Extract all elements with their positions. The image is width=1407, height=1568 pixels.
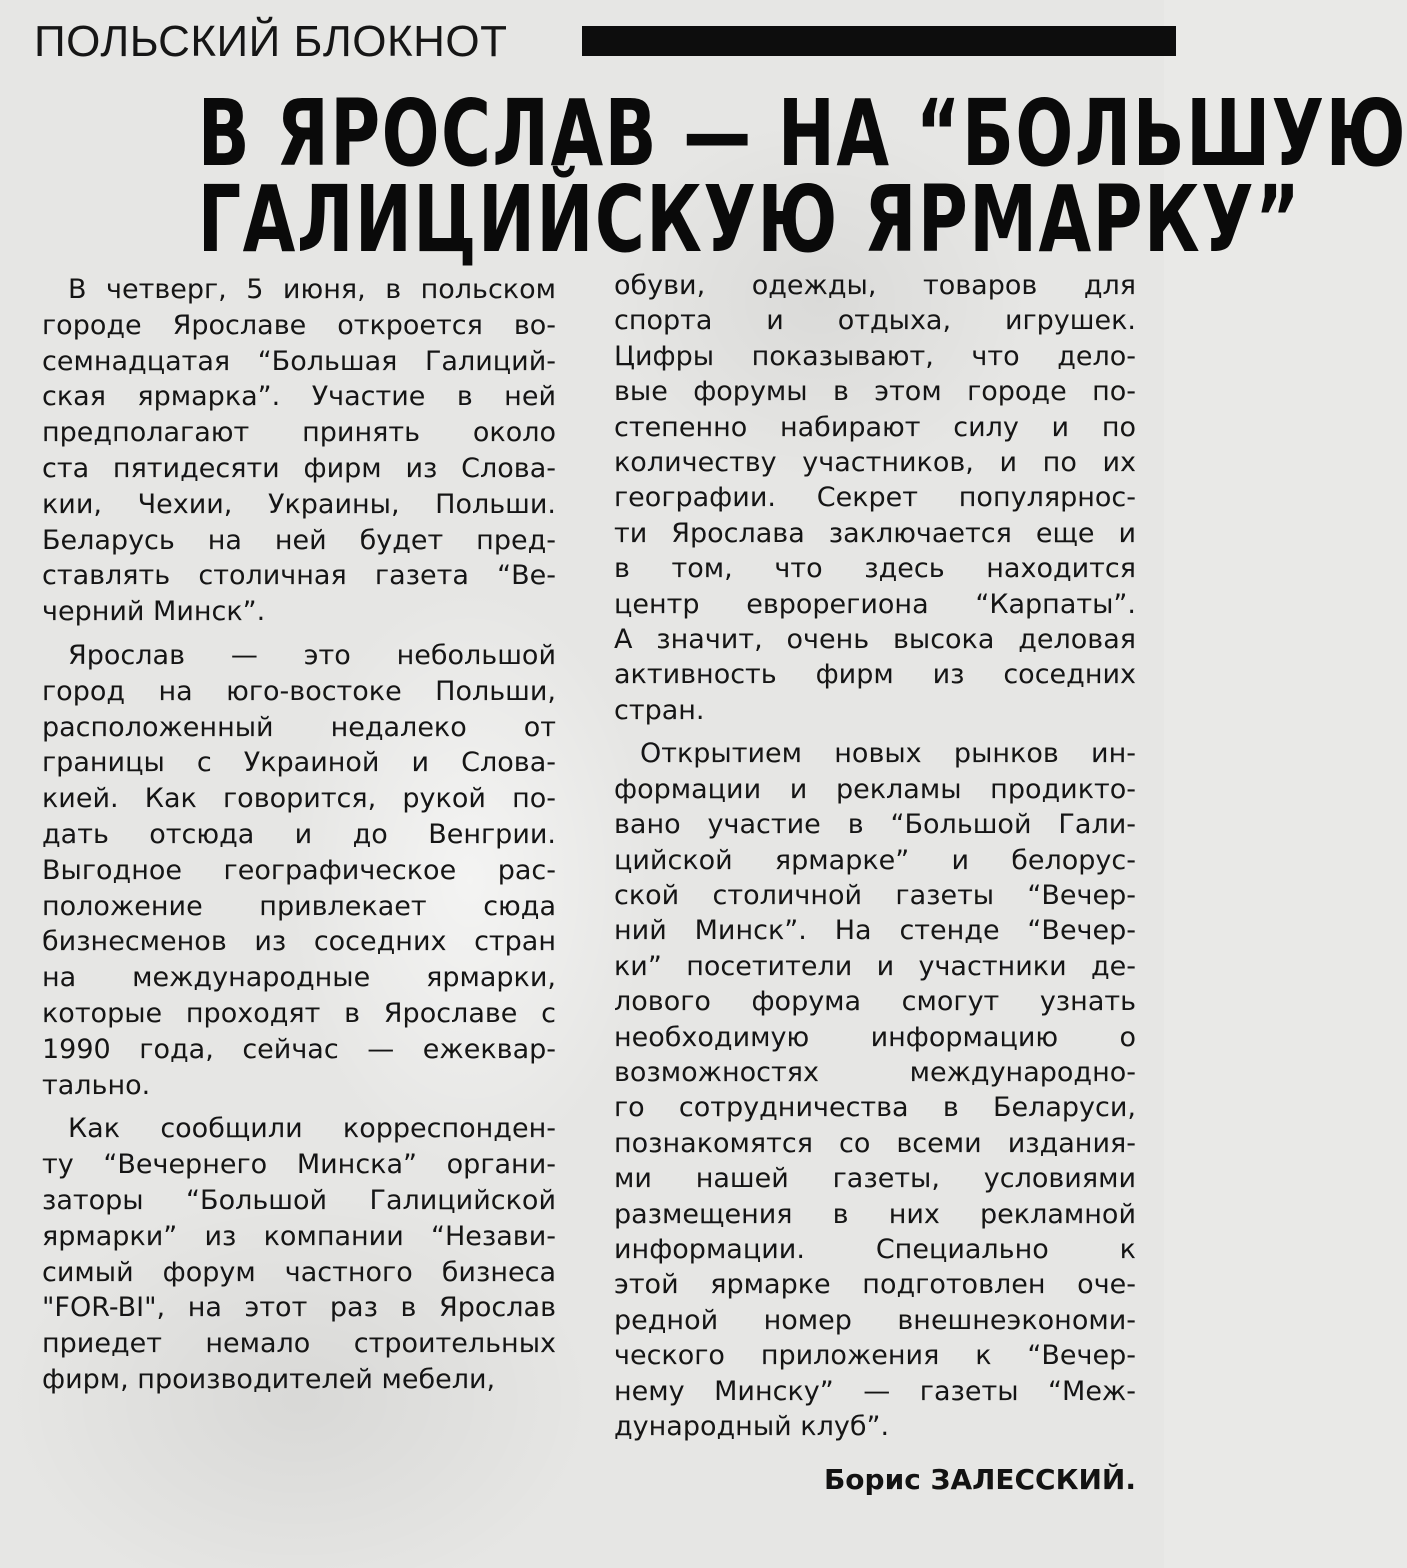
article-line: спорта и отдыха, игрушек.	[614, 305, 1136, 337]
article-line: положение привлекает сюда	[42, 890, 556, 922]
article-line: предполагают принять около	[42, 417, 556, 449]
article-line: черний Минск”.	[42, 596, 266, 628]
article-line: цийской ярмарке” и белорус-	[614, 844, 1136, 876]
article-line: ту “Вечернего Минска” органи-	[42, 1149, 556, 1181]
article-line: тально.	[42, 1069, 151, 1101]
article-line: ми нашей газеты, условиями	[614, 1163, 1136, 1195]
article-line: Цифры показывают, что дело-	[614, 340, 1136, 372]
article-line: заторы “Большой Галицийской	[42, 1184, 556, 1216]
article-line: этой ярмарке подготовлен оче-	[614, 1269, 1136, 1301]
article-line: познакомятся со всеми издания-	[614, 1127, 1136, 1159]
article-line: 1990 года, сейчас — ежеквар-	[42, 1033, 556, 1065]
article-line: дать отсюда и до Венгрии.	[42, 818, 556, 850]
article-line: А значит, очень высока деловая	[614, 624, 1136, 656]
article-line: необходимую информацию о	[614, 1021, 1136, 1053]
article-paragraph	[42, 1111, 556, 1397]
article-paragraph	[42, 272, 556, 630]
article-line: бизнесменов из соседних стран	[42, 926, 556, 958]
article-line: приедет немало строительных	[42, 1328, 556, 1360]
article-paragraph	[42, 638, 556, 1103]
article-line: Выгодное географическое рас-	[42, 854, 556, 886]
article-line: ста пятидесяти фирм из Слова-	[42, 452, 556, 484]
rubric-rule	[582, 26, 1176, 56]
article-line: размещения в них рекламной	[614, 1198, 1136, 1230]
article-line: кии, Чехии, Украины, Польши.	[42, 488, 556, 520]
article-line: кией. Как говорится, рукой по-	[42, 783, 556, 815]
article-column-right	[614, 268, 1136, 1452]
article-line: ний Минск”. На стенде “Вечер-	[614, 915, 1136, 947]
article-line: обуви, одежды, товаров для	[614, 270, 1136, 301]
article-column-left	[42, 272, 556, 1406]
article-line: возможностях международно-	[614, 1056, 1136, 1088]
article-line: Открытием новых рынков ин-	[640, 738, 1136, 770]
article-line: лового форума смогут узнать	[614, 986, 1136, 1018]
article-line: информации. Специально к	[614, 1233, 1136, 1265]
article-line: фирм, производителей мебели,	[42, 1363, 496, 1395]
article-line: ставлять столичная газета “Ве-	[42, 560, 556, 592]
article-line: стран.	[614, 694, 705, 726]
article-line: ская ярмарка”. Участие в ней	[42, 381, 556, 413]
headline-line-1: В ЯРОСЛАВ — НА “БОЛЬШУЮ	[197, 80, 1407, 187]
article-line: количеству участников, и по их	[614, 447, 1136, 479]
article-line: нему Минску” — газеты “Меж-	[614, 1375, 1136, 1407]
article-line: формации и рекламы продикто-	[614, 773, 1136, 805]
article-line: Как сообщили корреспонден-	[68, 1113, 556, 1145]
article-line: расположенный недалеко от	[42, 711, 556, 743]
headline-line-2: ГАЛИЦИЙСКУЮ ЯРМАРКУ”	[197, 166, 1302, 273]
article-line: ярмарки” из компании “Незави-	[42, 1220, 556, 1252]
author-signature: Борис ЗАЛЕССКИЙ.	[823, 1463, 1136, 1496]
article-paragraph	[614, 736, 1136, 1444]
article-line: симый форум частного бизнеса	[42, 1256, 556, 1288]
article-line: географии. Секрет популярнос-	[614, 482, 1136, 514]
article-line: ческого приложения к “Вечер-	[614, 1340, 1136, 1372]
article-line: редной номер внешнеэкономи-	[614, 1304, 1136, 1336]
article-line: ки” посетители и участники де-	[614, 950, 1136, 982]
article-line: в том, что здесь находится	[614, 553, 1136, 585]
article-line: центр еврорегиона “Карпаты”.	[614, 588, 1136, 620]
article-line: вано участие в “Большой Гали-	[614, 809, 1136, 841]
article-line: границы с Украиной и Слова-	[42, 747, 556, 779]
article-line: го сотрудничества в Беларуси,	[614, 1092, 1136, 1124]
article-line: ти Ярослава заключается еще и	[614, 517, 1136, 549]
rubric-label: ПОЛЬСКИЙ БЛОКНОТ	[34, 17, 508, 66]
article-line: городе Ярославе откроется во-	[42, 309, 556, 341]
article-paragraph	[614, 268, 1136, 728]
article-line: ской столичной газеты “Вечер-	[614, 879, 1136, 911]
article-line: В четверг, 5 июня, в польском	[68, 274, 556, 305]
article-line: степенно набирают силу и по	[614, 411, 1136, 443]
article-line: дународный клуб”.	[614, 1411, 890, 1442]
article-line: которые проходят в Ярославе с	[42, 997, 556, 1029]
rubric-header	[34, 16, 1142, 68]
article-line: активность фирм из соседних	[614, 659, 1136, 691]
article-line: "FOR-BI", на этот раз в Ярослав	[42, 1292, 556, 1324]
article-line: на международные ярмарки,	[42, 962, 556, 994]
article-line: Беларусь на ней будет пред-	[42, 524, 556, 556]
article-line: вые форумы в этом городе по-	[614, 376, 1136, 408]
article-line: город на юго-востоке Польши,	[42, 675, 556, 707]
article-line: семнадцатая “Большая Галиций-	[42, 345, 556, 377]
article-line: Ярослав — это небольшой	[68, 639, 556, 671]
